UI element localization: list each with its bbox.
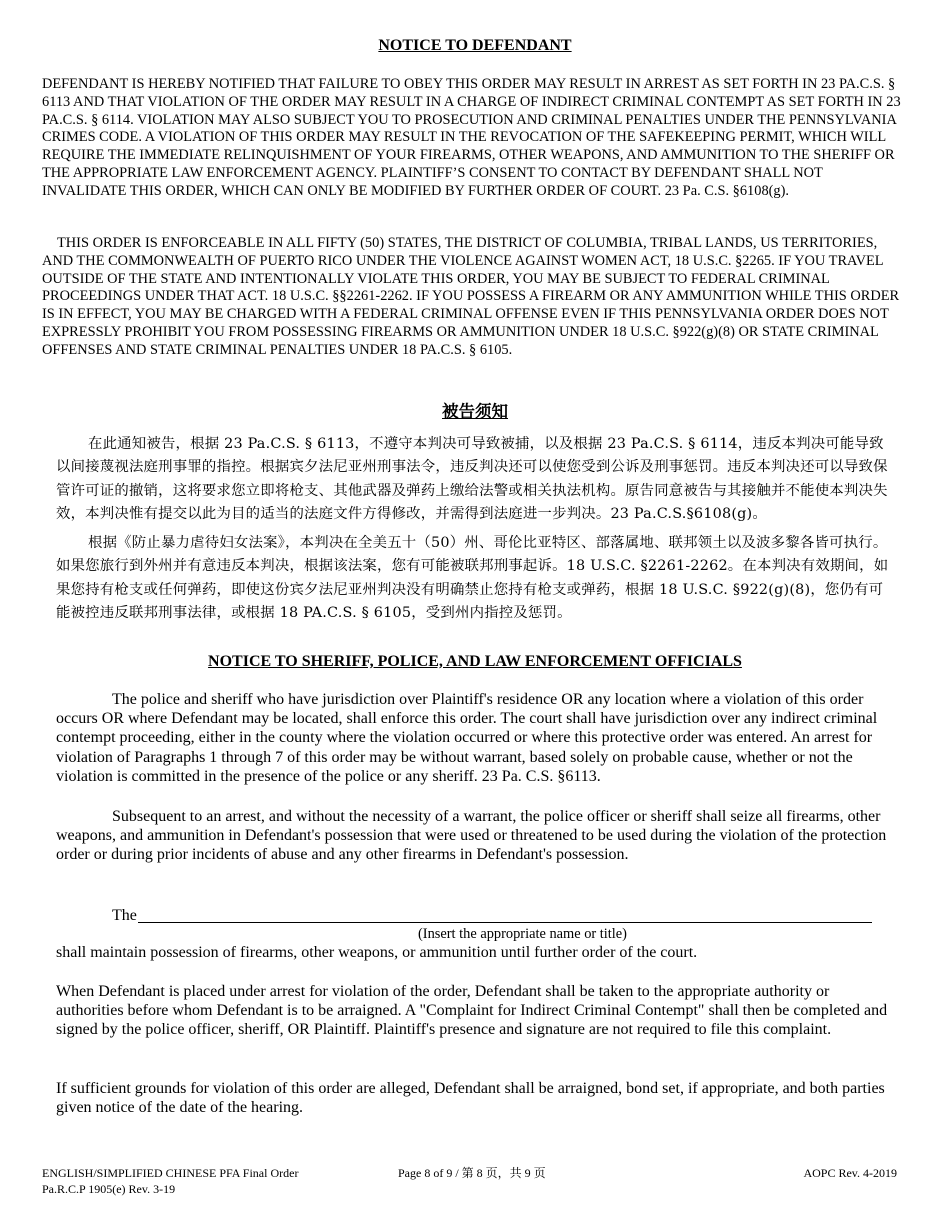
- footer-revision: AOPC Rev. 4-2019: [803, 1166, 897, 1180]
- possession-paragraph: shall maintain possession of firearms, other weapons, or ammunition until further order of the court.: [56, 944, 698, 961]
- blank-line-caption: (Insert the appropriate name or title): [418, 926, 627, 942]
- footer-form-title: ENGLISH/SIMPLIFIED CHINESE PFA Final Order: [42, 1166, 299, 1180]
- sheriff-notice-paragraph-1: The police and sheriff who have jurisdiction over Plaintiff's residence OR any location where a violation of this order occurs OR where Defendant may be located, shall enforce this order. The court shall have jurisdiction over any indirect criminal contempt proceeding, either in the county where the violation occurred or where this protective order was entered. An arrest for violation of Paragraphs 1 through 7 of this order may be without warrant, based solely on probable cause, whether or not the violation is committed in the presence of the police or any sheriff. 23 Pa. C.S. §6113.: [56, 691, 878, 785]
- notice-to-defendant-zh-heading: 被告须知: [442, 402, 508, 421]
- defendant-notice-paragraph-2: THIS ORDER IS ENFORCEABLE IN ALL FIFTY (50) STATES, THE DISTRICT OF COLUMBIA, TRIBAL LANDS, US TERRITORIES, AND THE COMMONWEALTH OF PUERTO RICO UNDER THE VIOLENCE AGAINST WOMEN ACT, 18 U.S.C. §2265. IF YOU TRAVEL OUTSIDE OF THE STATE AND INTENTIONALLY VIOLATE THIS ORDER, YOU MAY BE SUBJECT TO FEDERAL CRIMINAL PROCEEDINGS UNDER THAT ACT. 18 U.S.C. §§2261-2262. IF YOU POSSESS A FIREARM OR ANY AMMUNITION WHILE THIS ORDER IS IN EFFECT, YOU MAY BE CHARGED WITH A FEDERAL CRIMINAL OFFENSE EVEN IF THIS PENNSYLVANIA ORDER DOES NOT EXPRESSLY PROHIBIT YOU FROM POSSESSING FIREARMS OR AMMUNITION UNDER 18 U.S.C. §922(g)(8) OR STATE CRIMINAL OFFENSES AND STATE CRIMINAL PENALTIES UNDER 18 PA.C.S. § 6105.: [42, 235, 900, 358]
- arrest-procedure-paragraph: When Defendant is placed under arrest for violation of the order, Defendant shall be taken to the appropriate authority or authorities before whom Defendant is to be arraigned. A "Complaint for Indirect Criminal Contempt" shall then be completed and signed by the police officer, sheriff, OR Plaintiff. Plaintiff's presence and signature are not required to file this complaint.: [56, 983, 888, 1039]
- defendant-notice-paragraph-1: DEFENDANT IS HEREBY NOTIFIED THAT FAILURE TO OBEY THIS ORDER MAY RESULT IN ARREST AS SET FORTH IN 23 PA.C.S. § 6113 AND THAT VIOLATION OF THE ORDER MAY RESULT IN A CHARGE OF INDIRECT CRIMINAL CONTEMPT AS SET FORTH IN 23 PA.C.S. § 6114. VIOLATION MAY ALSO SUBJECT YOU TO PROSECUTION AND CRIMINAL PENALTIES UNDER THE PENNSYLVANIA CRIMES CODE. A VIOLATION OF THIS ORDER MAY RESULT IN THE REVOCATION OF THE SAFEKEEPING PERMIT, WHICH WILL REQUIRE THE IMMEDIATE RELINQUISHMENT OF YOUR FIREARMS, OTHER WEAPONS, AND AMMUNITION TO THE SHERIFF OR THE APPROPRIATE LAW ENFORCEMENT AGENCY. PLAINTIFF’S CONSENT TO CONTACT BY DEFENDANT SHALL NOT INVALIDATE THIS ORDER, WHICH CAN ONLY BE MODIFIED BY FURTHER ORDER OF COURT. 23 Pa. C.S. §6108(g).: [42, 76, 901, 199]
- sheriff-notice-paragraph-2: Subsequent to an arrest, and without the necessity of a warrant, the police officer or sheriff shall seize all firearms, other weapons, and ammunition in Defendant's possession that were used or threatened to be used during the violation of the protection order or during prior incidents of abuse and any other firearms in Defendant's possession.: [56, 808, 887, 864]
- footer-page-number: Page 8 of 9 / 第 8 页，共 9 页: [398, 1166, 546, 1180]
- notice-to-sheriff-heading: NOTICE TO SHERIFF, POLICE, AND LAW ENFORCEMENT OFFICIALS: [208, 653, 742, 670]
- grounds-for-violation-paragraph: If sufficient grounds for violation of this order are alleged, Defendant shall be arraigned, bond set, if appropriate, and both parties given notice of the date of the hearing.: [56, 1080, 885, 1117]
- defendant-notice-zh-paragraph-2: 根据《防止暴力虐待妇女法案》，本判决在全美五十（50）州、哥伦比亚特区、部落属地、联邦领土以及波多黎各皆可执行。如果您旅行到外州并有意违反本判决，根据该法案，您有可能被联邦刑事起诉。18 U.S.C. §2261-2262。在本判决有效期间，如果您持有枪支或任何弹药，即使这份宾夕法尼亚州判决没有明确禁止您持有枪支或弹药，根据 18 U.S.C. §922(g)(8)，您仍有可能被控违反联邦刑事法律，或根据 18 PA.C.S. § 6105，受到州内指控及惩罚。: [56, 535, 889, 622]
- blank-prefix-text: The: [112, 907, 137, 924]
- footer-rule-reference: Pa.R.C.P 1905(e) Rev. 3-19: [42, 1182, 176, 1196]
- authority-name-blank-line: [138, 922, 872, 923]
- defendant-notice-zh-paragraph-1: 在此通知被告，根据 23 Pa.C.S. § 6113，不遵守本判决可导致被捕，以及根据 23 Pa.C.S. § 6114，违反本判决可能导致以间接蔑视法庭刑事罪的指控。根据宾夕法尼亚州刑事法令，违反判决还可以使您受到公诉及刑事惩罚。违反本判决还可以导致保管许可证的撤销，这将要求您立即将枪支、其他武器及弹药上缴给法警或相关执法机构。原告同意被告与其接触并不能使本判决失效，本判决惟有提交以此为目的适当的法庭文件方得修改，并需得到法庭进一步判决。23 Pa.C.S.§6108(g)。: [56, 436, 888, 523]
- notice-to-defendant-heading: NOTICE TO DEFENDANT: [378, 37, 572, 54]
